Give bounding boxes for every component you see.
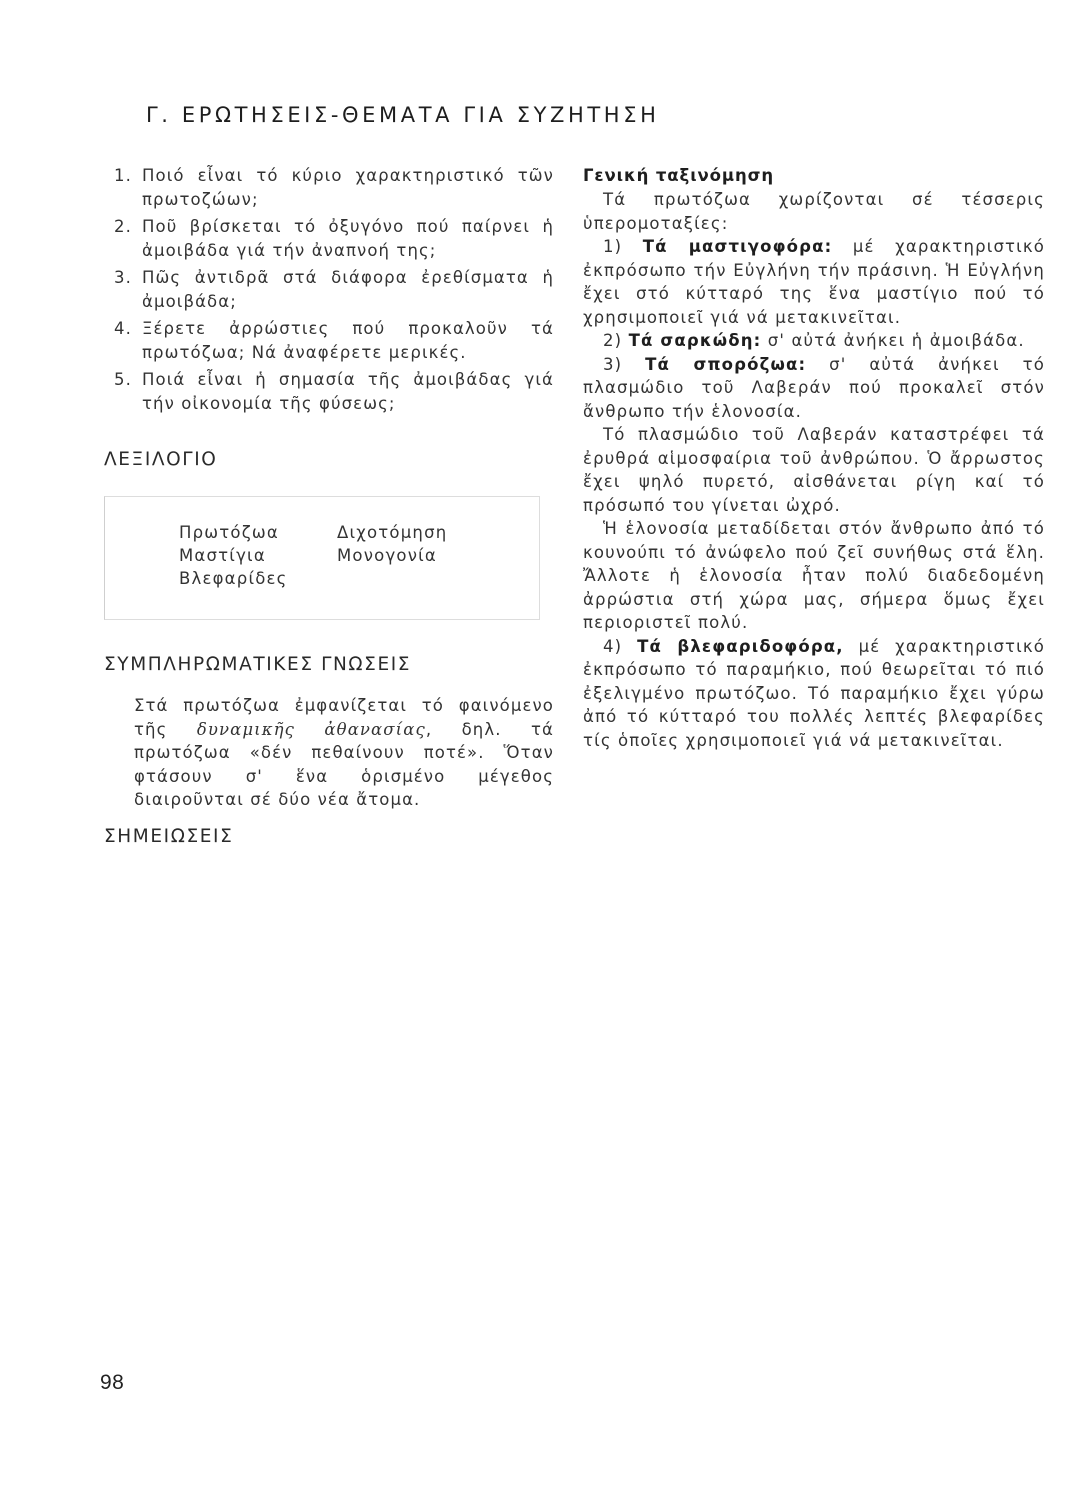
- supplementary-text-part: , δηλ. τά πρωτόζωα «δέν πεθαίνουν ποτέ». Ὅταν φτάσουν σ' ἕνα ὁρισμένο μέγεθος διαιροῦνται σέ δύο νέα ἄτομα.: [134, 719, 554, 809]
- supplementary-emphasis: δυναμικῆς ἀθανασίας: [196, 719, 426, 739]
- lexicon-term: Βλεφαρίδες: [179, 569, 288, 588]
- question-text: Ποιά εἶναι ἡ σημασία τῆς ἀμοιβάδας γιά τήν οἰκονομία τῆς φύσεως;: [142, 370, 554, 413]
- paragraph-label: 3): [603, 354, 646, 374]
- classification-paragraph: Τό πλασμώδιο τοῦ Λαβεράν καταστρέφει τά ἐρυθρά αἱμοσφαίρια τοῦ ἀνθρώπου. Ὁ ἄρρωστος ἔχει ψηλό πυρετό, αἰσθάνεται ρίγη καί τό πρόσωπό του γίνεται ὠχρό.: [583, 425, 1045, 515]
- paragraph-bold-term: Τά βλεφαριδοφόρα,: [637, 636, 844, 656]
- classification-paragraph: [583, 635, 1045, 753]
- left-column: [104, 164, 554, 828]
- lexicon-heading: ΛΕΞΙΛΟΓΙΟ: [104, 449, 218, 470]
- classification-paragraph: [583, 329, 1045, 353]
- lexicon-column-2: [337, 521, 447, 567]
- classification-paragraph: [583, 235, 1045, 329]
- question-text: Ποιό εἶναι τό κύριο χαρακτηριστικό τῶν πρωτοζώων;: [142, 166, 554, 209]
- paragraph-label: 4): [603, 636, 638, 656]
- right-column: [583, 164, 1045, 752]
- supplementary-heading: ΣΥΜΠΛΗΡΩΜΑΤΙΚΕΣ ΓΝΩΣΕΙΣ: [104, 654, 412, 675]
- page-number: 98: [100, 1371, 125, 1394]
- question-item: [104, 164, 554, 211]
- question-text: Πῶς ἀντιδρᾶ στά διάφορα ἐρεθίσματα ἡ ἀμοιβάδα;: [142, 268, 554, 311]
- question-item: [104, 368, 554, 415]
- question-item: [104, 266, 554, 313]
- lexicon-term: Πρωτόζωα: [179, 523, 279, 542]
- question-number: 1.: [114, 166, 132, 185]
- lexicon-term: Μονογονία: [337, 546, 437, 565]
- classification-paragraph: [583, 353, 1045, 424]
- supplementary-text: [104, 694, 554, 812]
- classification-title: Γενική ταξινόμηση: [583, 166, 774, 185]
- page-title: Γ. ΕΡΩΤΗΣΕΙΣ-ΘΕΜΑΤΑ ΓΙΑ ΣΥΖΗΤΗΣΗ: [146, 103, 660, 127]
- question-number: 2.: [114, 217, 132, 236]
- question-number: 3.: [114, 268, 132, 287]
- classification-paragraph: Ἡ ἑλονοσία μεταδίδεται στόν ἄνθρωπο ἀπό τό κουνούπι τό ἀνώφελο πού ζεῖ συνήθως στά ἕλη. Ἄλλοτε ἡ ἑλονοσία ἦταν πολύ διαδεδομένη ἀρρώστια στή χώρα μας, σήμερα ὅμως ἔχει περιοριστεῖ πολύ.: [583, 519, 1045, 632]
- question-number: 4.: [114, 319, 132, 338]
- lexicon-term: Μαστίγια: [179, 546, 266, 565]
- lexicon-box: [104, 496, 540, 620]
- question-number: 5.: [114, 370, 132, 389]
- paragraph-bold-term: Τά σπορόζωα:: [645, 354, 807, 374]
- paragraph-bold-term: Τά μαστιγοφόρα:: [642, 237, 833, 256]
- question-text: Ξέρετε ἀρρώστιες πού προκαλοῦν τά πρωτόζωα; Νά ἀναφέρετε μερικές.: [142, 319, 554, 362]
- lexicon-term: Διχοτόμηση: [337, 523, 448, 542]
- question-text: Ποῦ βρίσκεται τό ὀξυγόνο πού παίρνει ἡ ἀμοιβάδα γιά τήν ἀναπνοή της;: [142, 217, 554, 260]
- questions-list: [104, 164, 554, 415]
- notes-heading: ΣΗΜΕΙΩΣΕΙΣ: [104, 826, 234, 847]
- paragraph-label: 2): [603, 331, 629, 350]
- supplementary-text-part: Στά πρωτόζωα ἐμφανίζεται τό φαινόμενο τῆς: [134, 696, 554, 739]
- paragraph-text: μέ χαρακτηριστικό ἐκπρόσωπο τό παραμήκιο, πού θεωρεῖται τό πιό ἐξελιγμένο πρωτόζωο. Τό παραμήκιο ἔχει γύρω ἀπό τό κύτταρό του πολλές λεπτές βλεφαρίδες τίς ὁποῖες χρησιμοποιεῖ γιά νά μετακινεῖται.: [583, 636, 1045, 750]
- paragraph-text: μέ χαρακτηριστικό ἐκπρόσωπο τήν Εὐγλήνη τήν πράσινη. Ἡ Εὐγλήνη ἔχει στό κύτταρό της ἕνα μαστίγιο πού τό χρησιμοποιεῖ γιά νά μετακινεῖται.: [583, 237, 1045, 327]
- question-item: [104, 215, 554, 262]
- lexicon-column-1: [179, 521, 288, 590]
- paragraph-bold-term: Τά σαρκώδη:: [628, 331, 762, 350]
- paragraph-text: σ' αὐτά ἀνήκει ἡ ἀμοιβάδα.: [761, 331, 1025, 350]
- paragraph-label: 1): [603, 237, 643, 256]
- question-item: [104, 317, 554, 364]
- classification-intro: Τά πρωτόζωα χωρίζονται σέ τέσσερις ὑπερομοταξίες:: [583, 190, 1045, 233]
- paragraph-text: σ' αὐτά ἀνήκει τό πλασμώδιο τοῦ Λαβεράν πού προκαλεῖ στόν ἄνθρωπο τήν ἑλονοσία.: [583, 354, 1045, 421]
